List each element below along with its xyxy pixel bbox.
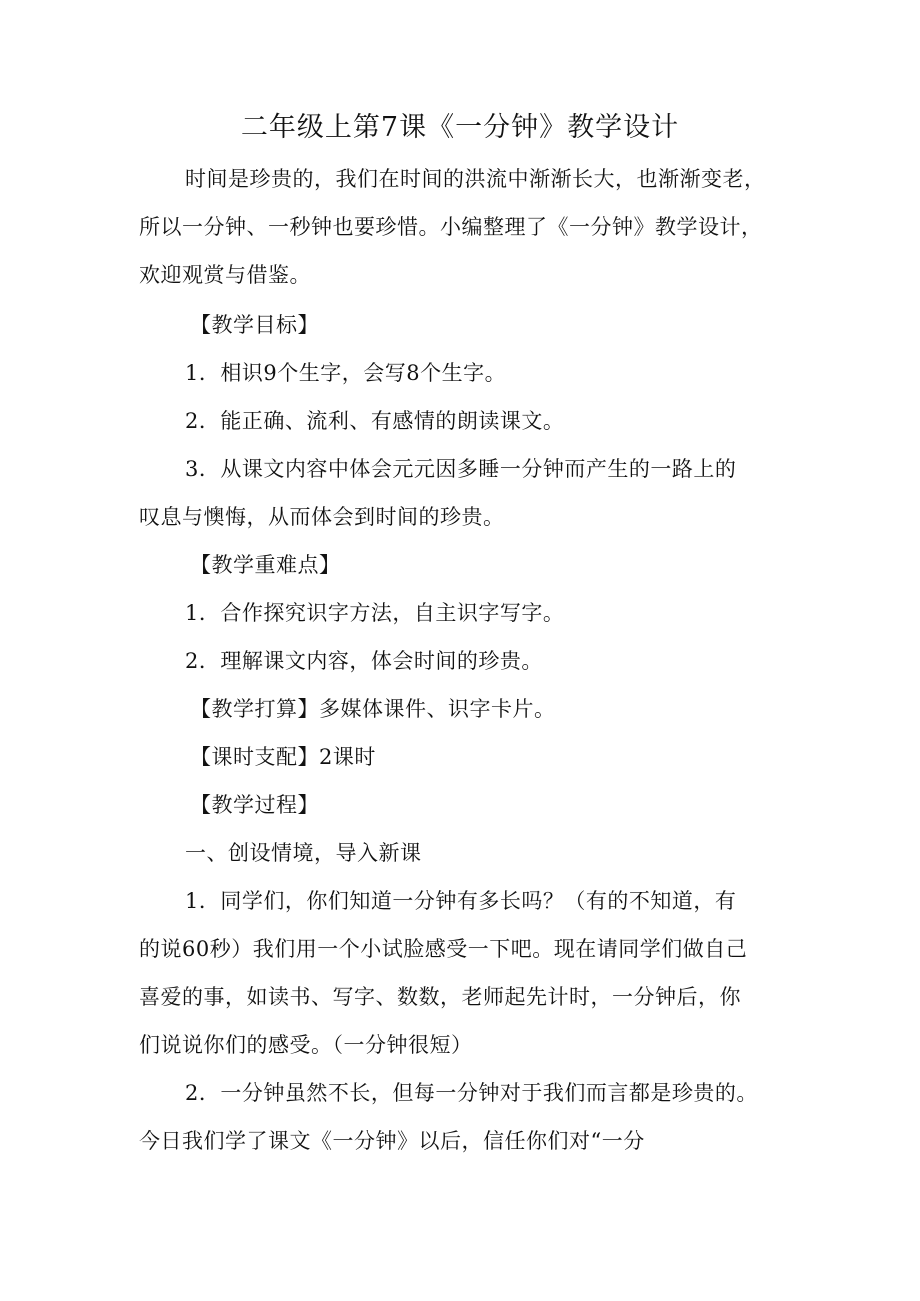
- document-title: 二年级上第7课《一分钟》教学设计: [240, 112, 680, 143]
- paragraph-1-line-2: 的说60秒）我们用一个小试脸感受一下吧。现在请同学们做自己: [139, 937, 748, 961]
- goal-item-2: 2．能正确、流利、有感情的朗读课文。: [185, 409, 565, 433]
- goals-heading: 【教学目标】: [190, 313, 319, 337]
- paragraph-1-line-3: 喜爱的事，如读书、写字、数数，老师起先计时，一分钟后，你: [139, 985, 741, 1009]
- schedule-line: 【课时支配】2课时: [190, 745, 376, 769]
- difficulty-item-1: 1．合作探究识字方法，自主识字写字。: [185, 601, 565, 625]
- intro-line-3: 欢迎观赏与借鉴。: [139, 263, 311, 287]
- intro-line-2: 所以一分钟、一秒钟也要珍惜。小编整理了《一分钟》教学设计，: [139, 215, 763, 239]
- paragraph-2-line-2: 今日我们学了课文《一分钟》以后，信任你们对“一分: [139, 1129, 645, 1153]
- goal-item-3-continued: 叹息与懊悔，从而体会到时间的珍贵。: [139, 505, 505, 529]
- section-1-heading: 一、创设情境，导入新课: [185, 841, 422, 865]
- difficulties-heading: 【教学重难点】: [190, 553, 341, 577]
- paragraph-1-line-4: 们说说你们的感受。（一分钟很短）: [139, 1033, 473, 1057]
- goal-item-3: 3．从课文内容中体会元元因多睡一分钟而产生的一路上的: [185, 457, 737, 481]
- paragraph-1-line-1: 1．同学们，你们知道一分钟有多长吗？（有的不知道，有: [185, 889, 737, 913]
- preparation-line: 【教学打算】多媒体课件、识字卡片。: [190, 697, 556, 721]
- paragraph-2-line-1: 2．一分钟虽然不长，但每一分钟对于我们而言都是珍贵的。: [185, 1081, 758, 1105]
- process-heading: 【教学过程】: [190, 793, 319, 817]
- difficulty-item-2: 2．理解课文内容，体会时间的珍贵。: [185, 649, 543, 673]
- goal-item-1: 1．相识9个生字，会写8个生字。: [185, 361, 507, 385]
- intro-line-1: 时间是珍贵的，我们在时间的洪流中渐渐长大，也渐渐变老，: [185, 167, 766, 191]
